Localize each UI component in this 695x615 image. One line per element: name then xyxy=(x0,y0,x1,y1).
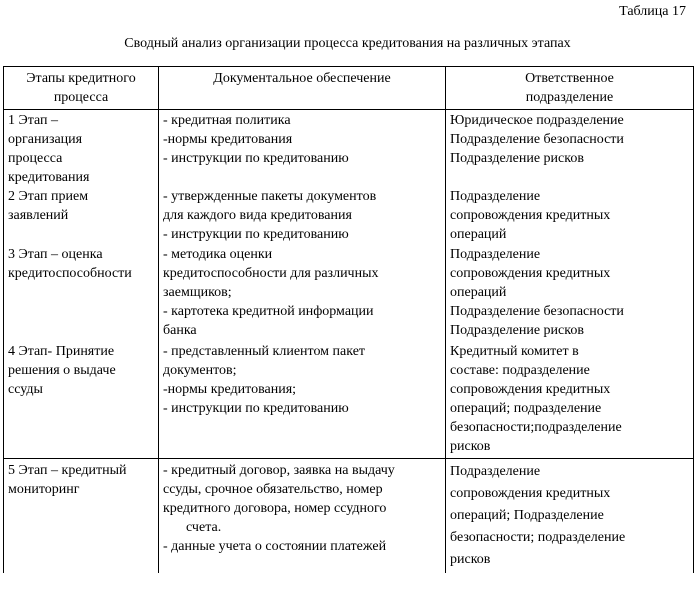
responsible-cell xyxy=(446,187,694,245)
stage-text: кредитования xyxy=(8,170,90,185)
responsible-text: сопровождения кредитных xyxy=(450,266,611,281)
responsible-text: операций xyxy=(450,227,507,242)
stage-cell xyxy=(4,187,159,245)
table-header-row xyxy=(4,67,694,110)
responsible-text: Юридическое подразделение xyxy=(450,113,624,128)
header-text: подразделение xyxy=(525,90,614,105)
responsible-text: Подразделение xyxy=(450,189,541,204)
responsible-text: Подразделение xyxy=(450,247,541,262)
documents-cell xyxy=(159,245,446,342)
responsible-text: Подразделение xyxy=(450,464,541,479)
document-text: - утвержденные пакеты документов xyxy=(163,189,377,204)
responsible-cell xyxy=(446,342,694,459)
table-number-label: Таблица 17 xyxy=(619,4,686,19)
documents-cell xyxy=(159,342,446,459)
table-row xyxy=(4,187,694,245)
stage-text: решения о выдаче xyxy=(8,363,116,378)
table-row xyxy=(4,245,694,342)
document-text: - инструкции по кредитованию xyxy=(163,151,349,166)
document-text: счета. xyxy=(186,520,222,535)
stage-text: мониторинг xyxy=(8,482,80,497)
responsible-text: сопровождения кредитных xyxy=(450,486,611,501)
responsible-cell xyxy=(446,245,694,342)
document-text: - инструкции по кредитованию xyxy=(163,401,349,416)
responsible-text: Подразделение рисков xyxy=(450,323,584,338)
responsible-text: рисков xyxy=(450,552,491,567)
document-text: кредитного договора, номер ссудного xyxy=(163,501,387,516)
documents-cell xyxy=(159,110,446,188)
document-text: - картотека кредитной информации xyxy=(163,304,374,319)
responsible-text: безопасности;подразделение xyxy=(450,420,622,435)
documents-cell xyxy=(159,187,446,245)
documents-cell xyxy=(159,459,446,574)
document-text: - данные учета о состоянии платежей xyxy=(163,539,387,554)
stage-text: ссуды xyxy=(8,382,43,397)
stage-cell xyxy=(4,459,159,574)
table-row xyxy=(4,110,694,188)
header-text: Этапы кредитного xyxy=(26,71,136,86)
responsible-text: составе: подразделение xyxy=(450,363,590,378)
document-text: для каждого вида кредитования xyxy=(163,208,352,223)
document-text: - кредитный договор, заявка на выдачу xyxy=(163,463,395,478)
responsible-text: операций; Подразделение xyxy=(450,508,604,523)
stage-text: 5 Этап – кредитный xyxy=(8,463,127,478)
credit-process-table xyxy=(3,66,694,573)
stage-text: заявлений xyxy=(8,208,69,223)
responsible-text: сопровождения кредитных xyxy=(450,208,611,223)
responsible-text: Подразделение безопасности xyxy=(450,304,624,319)
stage-cell xyxy=(4,342,159,459)
header-text: Документальное обеспечение xyxy=(213,71,391,86)
document-text: - методика оценки xyxy=(163,247,273,262)
stage-text: кредитоспособности xyxy=(8,266,132,281)
responsible-text: Подразделение безопасности xyxy=(450,132,624,147)
document-text: ссуды, срочное обязательство, номер xyxy=(163,482,383,497)
responsible-text: Кредитный комитет в xyxy=(450,344,579,359)
document-text: документов; xyxy=(163,363,237,378)
stage-text: 4 Этап- Принятие xyxy=(8,344,115,359)
document-text: - кредитная политика xyxy=(163,113,291,128)
header-text: процесса xyxy=(53,90,109,105)
stage-text: процесса xyxy=(8,151,63,166)
responsible-text: Подразделение рисков xyxy=(450,151,584,166)
responsible-text: рисков xyxy=(450,439,491,454)
document-text: банка xyxy=(163,323,197,338)
responsible-cell xyxy=(446,110,694,188)
document-text: - представленный клиентом пакет xyxy=(163,344,366,359)
table-title: Сводный анализ организации процесса кредитования на различных этапах xyxy=(124,36,571,51)
table-row xyxy=(4,459,694,574)
table-row xyxy=(4,342,694,459)
responsible-cell xyxy=(446,459,694,574)
header-text: Ответственное xyxy=(525,71,614,86)
stage-text: 2 Этап прием xyxy=(8,189,89,204)
document-text: кредитоспособности для различных xyxy=(163,266,379,281)
responsible-text: безопасности; подразделение xyxy=(450,530,626,545)
responsible-text: операций xyxy=(450,285,507,300)
responsible-text: операций; подразделение xyxy=(450,401,602,416)
responsible-text: сопровождения кредитных xyxy=(450,382,611,397)
header-responsible xyxy=(446,67,694,110)
stage-cell xyxy=(4,245,159,342)
stage-text: 3 Этап – оценка xyxy=(8,247,103,262)
document-text: -нормы кредитования; xyxy=(163,382,297,397)
stage-text: 1 Этап – xyxy=(8,113,59,128)
stage-cell xyxy=(4,110,159,188)
stage-text: организация xyxy=(8,132,83,147)
document-text: заемщиков; xyxy=(163,285,232,300)
document-text: - инструкции по кредитованию xyxy=(163,227,349,242)
header-documents xyxy=(159,67,446,110)
document-text: -нормы кредитования xyxy=(163,132,293,147)
header-stages xyxy=(4,67,159,110)
